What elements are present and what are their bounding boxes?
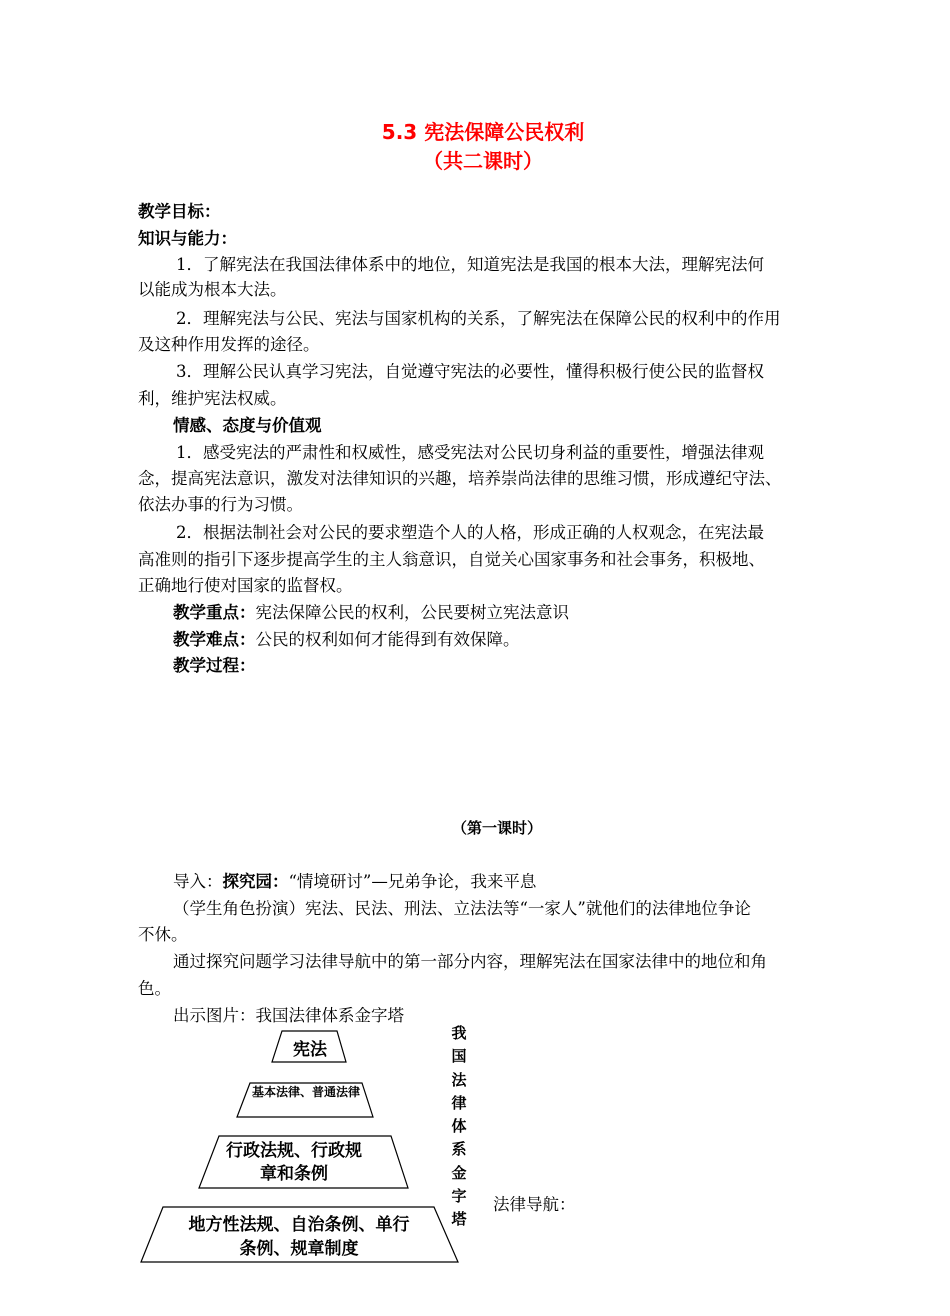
- knowledge-item-3-line-2: 利，维护宪法权威。: [138, 389, 287, 408]
- intro-bold: 探究园：: [222, 872, 289, 891]
- document-title: 5.3 宪法保障公民权利: [381, 120, 585, 144]
- role-play-line-2: 不休。: [138, 925, 188, 944]
- explore-line-1: 通过探究问题学习法律导航中的第一部分内容，理解宪法在国家法律中的地位和角: [173, 952, 767, 971]
- document-subtitle: （共二课时）: [423, 149, 543, 173]
- pyramid-level-3-label: 行政法规、行政规章和条例: [226, 1141, 362, 1184]
- explore-line-2: 色。: [138, 979, 171, 998]
- lesson-1-heading: （第一课时）: [452, 819, 543, 837]
- pyramid-vertical-caption: [447, 1022, 471, 1232]
- pyramid-level-2-label: 基本法律、普通法律: [251, 1085, 360, 1099]
- knowledge-item-2-line-1: 2．理解宪法与公民、宪法与国家机构的关系，了解宪法在保障公民的权利中的作用: [176, 309, 781, 328]
- vertical-char: 我: [451, 1024, 467, 1042]
- knowledge-item-1-line-2: 以能成为根本大法。: [138, 280, 287, 299]
- vertical-char: 系: [451, 1140, 467, 1159]
- intro-text: “情境研讨”—兄弟争论，我来平息: [288, 872, 537, 891]
- emotion-item-1-line-1: 1．感受宪法的严肃性和权威性，感受宪法对公民切身利益的重要性，增强法律观: [176, 443, 764, 462]
- difficulty-text: 公民的权利如何才能得到有效保障。: [255, 630, 520, 649]
- vertical-char: 金: [451, 1163, 467, 1182]
- emotion-item-1-line-3: 依法办事的行为习惯。: [138, 495, 303, 514]
- intro-prefix: 导入：: [173, 872, 223, 891]
- difficulty-label: 教学难点：: [173, 630, 256, 649]
- knowledge-heading: 知识与能力：: [138, 229, 237, 248]
- vertical-char: 塔: [451, 1210, 467, 1229]
- process-heading: 教学过程：: [173, 656, 256, 675]
- emotion-item-2-line-3: 正确地行使对国家的监督权。: [138, 576, 353, 595]
- knowledge-item-3-line-1: 3．理解公民认真学习宪法，自觉遵守宪法的必要性，懂得积极行使公民的监督权: [176, 362, 764, 381]
- vertical-char: 国: [451, 1047, 467, 1066]
- vertical-char: 律: [451, 1093, 467, 1112]
- emotion-item-2-line-2: 高准则的指引下逐步提高学生的主人翁意识，自觉关心国家事务和社会事务，积极地、: [138, 550, 765, 569]
- knowledge-item-1-line-1: 1．了解宪法在我国法律体系中的地位，知道宪法是我国的根本大法，理解宪法何: [176, 255, 764, 274]
- vertical-char: 体: [451, 1117, 467, 1136]
- vertical-char: 字: [451, 1187, 467, 1206]
- show-picture-line: 出示图片：我国法律体系金字塔: [173, 1006, 404, 1025]
- vertical-char: 法: [451, 1070, 467, 1089]
- law-navigation-label: 法律导航：: [493, 1195, 576, 1214]
- emotion-heading: 情感、态度与价值观: [173, 416, 322, 435]
- knowledge-item-2-line-2: 及这种作用发挥的途径。: [138, 335, 320, 354]
- objectives-heading: 教学目标：: [138, 202, 221, 221]
- key-point-label: 教学重点：: [173, 603, 256, 622]
- key-point-text: 宪法保障公民的权利，公民要树立宪法意识: [255, 603, 569, 622]
- emotion-item-1-line-2: 念，提高宪法意识，激发对法律知识的兴趣，培养崇尚法律的思维习惯，形成遵纪守法、: [138, 469, 782, 488]
- role-play-line-1: （学生角色扮演）宪法、民法、刑法、立法法等“一家人”就他们的法律地位争论: [173, 899, 751, 918]
- emotion-item-2-line-1: 2．根据法制社会对公民的要求塑造个人的人格，形成正确的人权观念，在宪法最: [176, 523, 764, 542]
- pyramid-level-1-label: 宪法: [293, 1040, 327, 1060]
- pyramid-level-4-label: 地方性法规、自治条例、单行条例、规章制度: [188, 1215, 410, 1259]
